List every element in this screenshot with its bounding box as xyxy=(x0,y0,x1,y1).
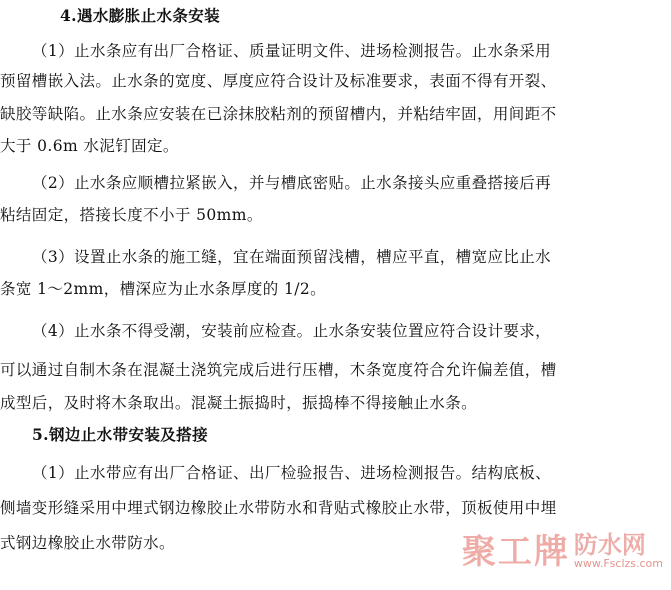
section-4-para-1-line-2: 预留槽嵌入法。止水条的宽度、厚度应符合设计及标准要求，表面不得有开裂、 xyxy=(0,72,557,90)
section-5-para-1-line-1: （1）止水带应有出厂合格证、出厂检验报告、进场检测报告。结构底板、 xyxy=(32,464,552,482)
section-4-para-4-line-1: （4）止水条不得受潮，安装前应检查。止水条安装位置应符合设计要求， xyxy=(32,322,552,340)
section-5-para-1-line-2: 侧墙变形缝采用中埋式钢边橡胶止水带防水和背贴式橡胶止水带，顶板使用中埋 xyxy=(0,499,557,517)
watermark-side xyxy=(574,532,663,570)
section-4-heading: 4.遇水膨胀止水条安装 xyxy=(60,6,221,25)
section-5-heading: 5.钢边止水带安装及搭接 xyxy=(32,425,208,444)
watermark-brand: 聚工牌 xyxy=(461,532,570,572)
section-4-para-2-line-2: 粘结固定，搭接长度不小于 50mm。 xyxy=(0,206,263,224)
watermark-subtitle: 防水网 xyxy=(573,531,646,559)
section-5-para-1-line-3: 式钢边橡胶止水带防水。 xyxy=(0,534,175,552)
section-4-para-1-line-4: 大于 0.6m 水泥钉固定。 xyxy=(0,137,179,155)
section-4-para-3-line-1: （3）设置止水条的施工缝，宜在端面预留浅槽，槽应平直，槽宽应比止水 xyxy=(32,248,552,266)
section-4-para-3-line-2: 条宽 1～2mm，槽深应为止水条厚度的 1/2。 xyxy=(0,280,327,298)
watermark-url: www.Fsclzs.com xyxy=(573,557,663,570)
section-4-para-1-line-3: 缺胶等缺陷。止水条应安装在已涂抹胶粘剂的预留槽内，并粘结牢固，用间距不 xyxy=(0,105,557,123)
section-4-para-4-line-3: 成型后，及时将木条取出。混凝土振捣时，振捣棒不得接触止水条。 xyxy=(0,394,478,412)
watermark-logo xyxy=(462,532,663,570)
section-4-para-4-line-2: 可以通过自制木条在混凝土浇筑完成后进行压槽，木条宽度符合允许偏差值，槽 xyxy=(0,361,557,379)
section-4-para-2-line-1: （2）止水条应顺槽拉紧嵌入，并与槽底密贴。止水条接头应重叠搭接后再 xyxy=(32,174,552,192)
section-4-para-1-line-1: （1）止水条应有出厂合格证、质量证明文件、进场检测报告。止水条采用 xyxy=(32,42,552,60)
